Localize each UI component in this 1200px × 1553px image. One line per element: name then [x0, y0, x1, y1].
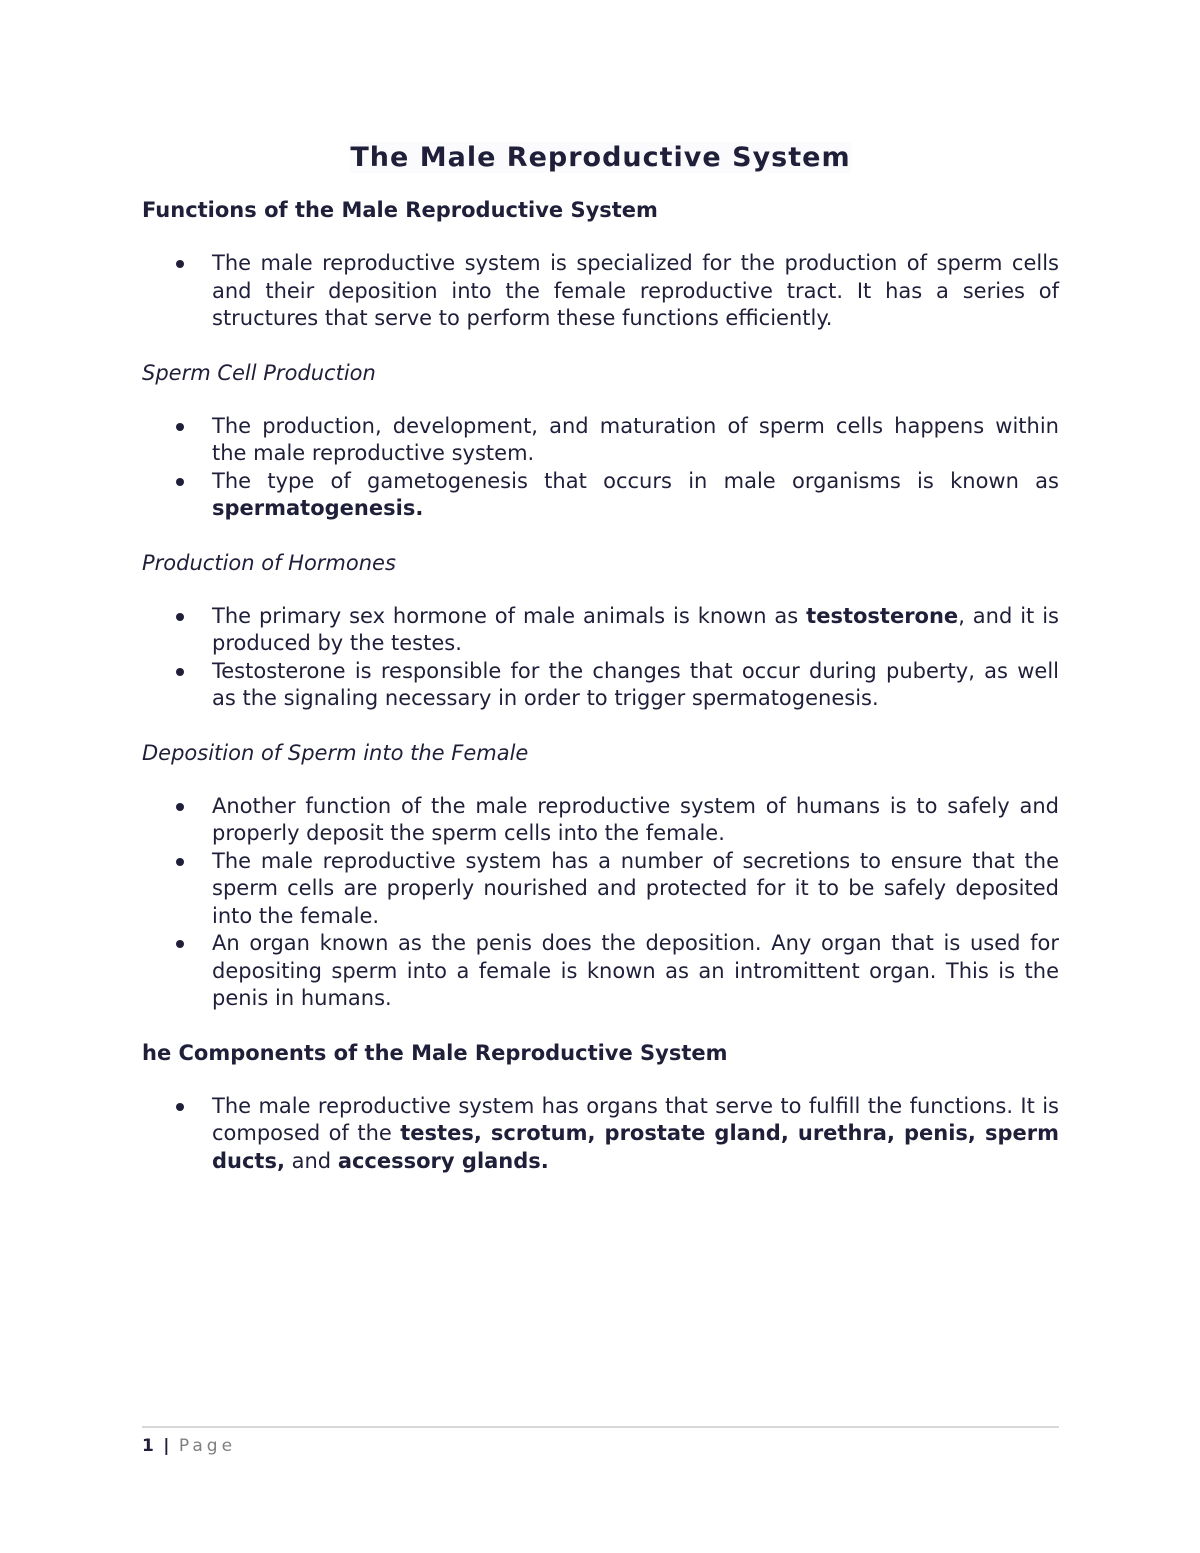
term-organs: testes, scrotum, prostate gland, urethra, penis, sperm ducts, — [212, 1121, 1059, 1173]
list-item-text: The production, development, and maturation of sperm cells happens within the male reproductive system. — [212, 413, 1059, 465]
list-item-text-tail: , and it is produced by the testes. — [212, 603, 1059, 655]
deposition-list — [142, 793, 1059, 1013]
document-title-text: The Male Reproductive System — [350, 142, 851, 173]
section-heading-functions: Functions of the Male Reproductive System — [142, 198, 658, 222]
subsection-heading-hormones: Production of Hormones — [142, 550, 396, 575]
term-testosterone: testosterone — [806, 603, 959, 628]
term-accessory-glands: accessory glands. — [337, 1148, 549, 1173]
bullet-icon — [176, 1103, 184, 1111]
bullet-icon — [176, 940, 184, 948]
list-item-text: The male reproductive system is specialized for the production of sperm cells and their deposition into the female reproductive tract. It has a series of structures that serve to perform these functions efficiently. — [212, 251, 1059, 330]
list-item — [142, 658, 1059, 713]
hormones-list — [142, 603, 1059, 713]
bullet-icon — [176, 613, 184, 621]
list-item — [142, 930, 1059, 1013]
subsection-heading-deposition: Deposition of Sperm into the Female — [142, 740, 529, 765]
list-item-text: The male reproductive system has organs that serve to fulfill the functions. It is composed of the — [212, 1093, 1059, 1145]
bullet-icon — [176, 858, 184, 866]
sperm-production-list — [142, 413, 1059, 523]
list-item-text-mid: and — [284, 1148, 338, 1173]
section-heading-components: he Components of the Male Reproductive System — [142, 1040, 728, 1065]
document-page — [142, 140, 1059, 1201]
bullet-icon — [176, 668, 184, 676]
list-item — [142, 413, 1059, 468]
list-item — [142, 603, 1059, 658]
list-item — [142, 793, 1059, 848]
functions-list — [142, 250, 1059, 333]
list-item-text: The type of gametogenesis that occurs in male organisms is known as — [212, 468, 1059, 493]
list-item — [142, 468, 1059, 523]
page-footer — [142, 1426, 1059, 1458]
page-label: Page — [178, 1436, 237, 1456]
list-item-text: The male reproductive system has a number of secretions to ensure that the sperm cells are properly nourished and protected for it to be safely deposited into the female. — [212, 848, 1059, 928]
bullet-icon — [176, 478, 184, 486]
page-number: 1 — [142, 1436, 154, 1456]
components-list — [142, 1093, 1059, 1176]
list-item — [142, 1093, 1059, 1176]
footer-separator: | — [163, 1436, 170, 1456]
bullet-icon — [176, 423, 184, 431]
bullet-icon — [176, 260, 184, 268]
term-spermatogenesis: spermatogenesis. — [212, 496, 424, 520]
list-item-text: An organ known as the penis does the deposition. Any organ that is used for depositing sperm into a female is known as an intromittent organ. This is the penis in humans. — [212, 931, 1059, 1010]
subsection-heading-sperm-production: Sperm Cell Production — [142, 360, 376, 385]
bullet-icon — [176, 803, 184, 811]
list-item-text: Another function of the male reproductive system of humans is to safely and properly deposit the sperm cells into the female. — [212, 793, 1059, 845]
list-item — [142, 250, 1059, 333]
list-item-text: Testosterone is responsible for the changes that occur during puberty, as well as the signaling necessary in order to trigger spermatogenesis. — [212, 658, 1059, 710]
list-item — [142, 848, 1059, 931]
list-item-text: The primary sex hormone of male animals is known as — [212, 603, 807, 628]
document-title — [142, 140, 1059, 176]
